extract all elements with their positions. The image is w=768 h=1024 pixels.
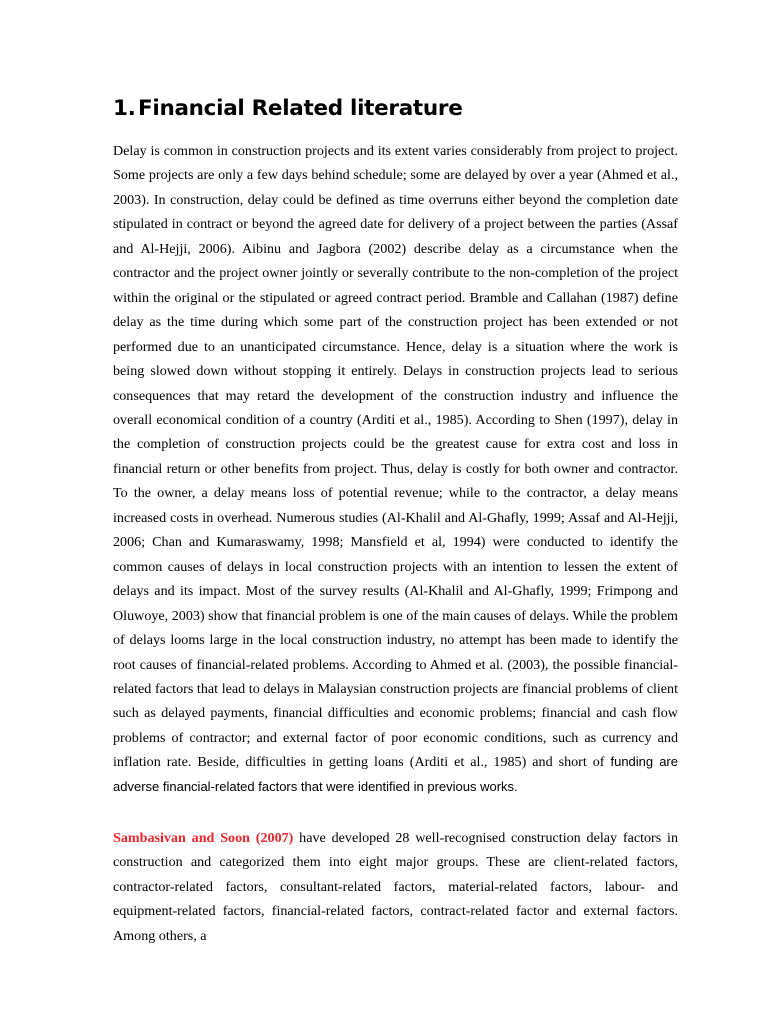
paragraph-body: Delay is common in construction projects and its extent varies considerably from project to project. Some projects are only a few days behind schedule; some are delayed by over a year (Ahmed et al., 2003). In construction, delay could be defined as time overruns either beyond the completion date stipulated in contract or beyond the agreed date for delivery of a project between the parties (Assaf and Al-Hejji, 2006). Aibinu and Jagbora (2002) describe delay as a circumstance when the contractor and the project owner jointly or severally contribute to the non-completion of the project within the original or the stipulated or agreed contract period. Bramble and Callahan (1987) define delay as the time during which some part of the construction project has been extended or not performed due to an unanticipated circumstance. Hence, delay is a situation where the work is being slowed down without stopping it entirely. Delays in construction projects lead to serious consequences that may retard the development of the construction industry and influence the overall economical condition of a country (Arditi et al., 1985). According to Shen (1997), delay in the completion of construction projects could be the greatest cause for extra cost and loss in financial return or other benefits from project. Thus, delay is costly for both owner and contractor. To the owner, a delay means loss of potential revenue; while to the contractor, a delay means increased costs in overhead. Numerous studies (Al-Khalil and Al-Ghafly, 1999; Assaf and Al-Hejji, 2006; Chan and Kumaraswamy, 1998; Mansfield et al, 1994) were conducted to identify the common causes of delays in local construction projects with an intention to lessen the extent of delays and its impact. Most of the survey results (Al-Khalil and Al-Ghafly, 1999; Frimpong and Oluwoye, 2003) show that financial problem is one of the main causes of delays. While the problem of delays looms large in the local construction industry, no attempt has been made to identify the root causes of financial-related problems. According to Ahmed et al. (2003), the possible financial-related factors that lead to delays in Malaysian construction projects are financial problems of client such as delayed payments, financial difficulties and economic problems; financial and cash flow problems of contractor; and external factor of poor economic conditions, such as currency and inflation rate. Beside, difficulties in getting loans (Arditi et al., 1985) and short of: [113, 143, 678, 771]
paragraph-tail: funding are adverse financial-related factors that were identified in previous works.: [113, 754, 678, 794]
section-title: Financial Related literature: [138, 96, 463, 121]
section-heading: [113, 92, 462, 126]
paragraph-sambasivan: [113, 826, 678, 948]
section-number: 1.: [113, 96, 136, 121]
citation-highlight: Sambasivan and Soon (2007): [113, 830, 294, 846]
paragraph-body: have developed 28 well-recognised construction delay factors in construction and categorized them into eight major groups. These are client-related factors, contractor-related factors, consultant-related factors, material-related factors, labour- and equipment-related factors, financial-related factors, contract-related factor and external factors. Among others, a: [113, 830, 678, 944]
paragraph-delay-literature: [113, 139, 678, 799]
